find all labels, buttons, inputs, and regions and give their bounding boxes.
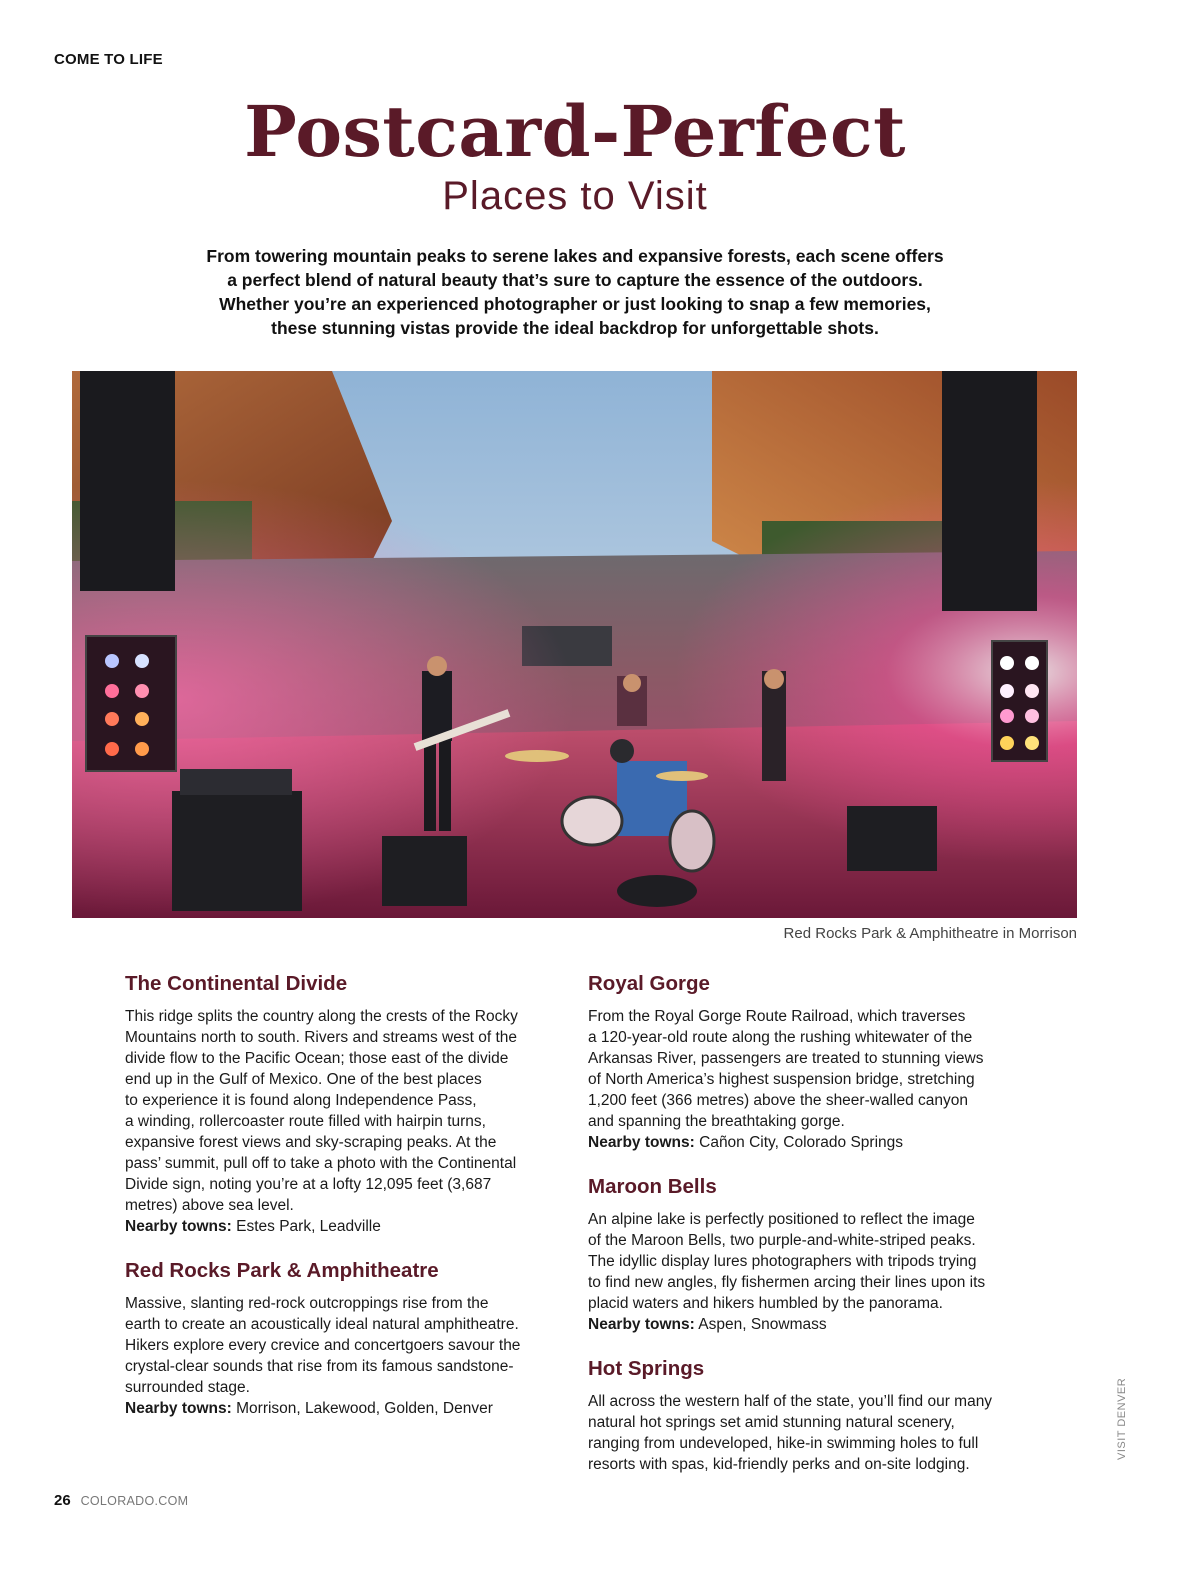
intro-line: these stunning vistas provide the ideal backdrop for unforgettable shots. xyxy=(271,318,879,338)
nearby-towns xyxy=(125,1398,565,1419)
article-body xyxy=(588,1006,1028,1132)
body-line: Massive, slanting red-rock outcroppings rise from the xyxy=(125,1295,489,1312)
body-line: surrounded stage. xyxy=(125,1379,250,1396)
article-body xyxy=(588,1209,1028,1314)
article-continental-divide xyxy=(125,970,565,1237)
body-line: Divide sign, noting you’re at a lofty 12,095 feet (3,687 xyxy=(125,1176,492,1193)
body-line: a winding, rollercoaster route filled with hairpin turns, xyxy=(125,1113,486,1130)
intro-line: a perfect blend of natural beauty that’s sure to capture the essence of the outdoors. xyxy=(227,270,923,290)
body-line: and spanning the breathtaking gorge. xyxy=(588,1113,845,1130)
body-line: Mountains north to south. Rivers and streams west of the xyxy=(125,1029,517,1046)
intro-line: Whether you’re an experienced photographer or just looking to snap a few memories, xyxy=(219,294,931,314)
nearby-label: Nearby towns: xyxy=(588,1134,695,1151)
article-hot-springs xyxy=(588,1355,1028,1475)
nearby-value: Estes Park, Leadville xyxy=(236,1218,381,1235)
nearby-value: Cañon City, Colorado Springs xyxy=(699,1134,904,1151)
article-maroon-bells xyxy=(588,1173,1028,1335)
body-line: a 120-year-old route along the rushing whitewater of the xyxy=(588,1029,973,1046)
body-line: Hikers explore every crevice and concertgoers savour the xyxy=(125,1337,521,1354)
article-royal-gorge xyxy=(588,970,1028,1153)
body-line: of North America’s highest suspension bridge, stretching xyxy=(588,1071,975,1088)
article-heading: The Continental Divide xyxy=(125,972,348,995)
body-line: Arkansas River, passengers are treated to stunning views xyxy=(588,1050,984,1067)
left-column xyxy=(125,970,565,1439)
article-heading: Maroon Bells xyxy=(588,1175,717,1198)
body-line: crystal-clear sounds that rise from its famous sandstone- xyxy=(125,1358,514,1375)
side-credit: VISIT DENVER xyxy=(1116,1377,1128,1460)
page-subtitle: Places to Visit xyxy=(442,174,708,218)
body-line: of the Maroon Bells, two purple-and-white-striped peaks. xyxy=(588,1232,976,1249)
nearby-value: Morrison, Lakewood, Golden, Denver xyxy=(236,1400,493,1417)
body-line: to find new angles, fly fishermen arcing their lines upon its xyxy=(588,1274,986,1291)
body-line: expansive forest views and sky-scraping peaks. At the xyxy=(125,1134,497,1151)
body-line: ranging from undeveloped, hike-in swimming holes to full xyxy=(588,1435,979,1452)
body-line: An alpine lake is perfectly positioned to reflect the image xyxy=(588,1211,975,1228)
body-line: to experience it is found along Independence Pass, xyxy=(125,1092,477,1109)
intro-line: From towering mountain peaks to serene lakes and expansive forests, each scene offers xyxy=(206,246,944,266)
article-body xyxy=(588,1391,1028,1475)
site-name: COLORADO.COM xyxy=(80,1494,189,1508)
nearby-towns xyxy=(588,1314,1028,1335)
right-column xyxy=(588,970,1028,1495)
article-heading: Red Rocks Park & Amphitheatre xyxy=(125,1259,439,1282)
body-line: natural hot springs set amid stunning natural scenery, xyxy=(588,1414,955,1431)
body-line: pass’ summit, pull off to take a photo with the Continental xyxy=(125,1155,517,1172)
article-body xyxy=(125,1293,565,1398)
nearby-value: Aspen, Snowmass xyxy=(698,1316,827,1333)
concert-photo xyxy=(72,371,1077,918)
page-footer xyxy=(54,1492,188,1509)
body-line: 1,200 feet (366 metres) above the sheer-walled canyon xyxy=(588,1092,968,1109)
nearby-label: Nearby towns: xyxy=(125,1218,232,1235)
body-line: The idyllic display lures photographers with tripods trying xyxy=(588,1253,977,1270)
body-line: metres) above sea level. xyxy=(125,1197,294,1214)
intro-paragraph xyxy=(160,244,990,340)
nearby-label: Nearby towns: xyxy=(588,1316,695,1333)
page-title: Postcard-Perfect xyxy=(244,90,906,173)
nearby-towns xyxy=(588,1132,1028,1153)
body-line: resorts with spas, kid-friendly perks and on-site lodging. xyxy=(588,1456,970,1473)
body-line: earth to create an acoustically ideal natural amphitheatre. xyxy=(125,1316,519,1333)
body-line: This ridge splits the country along the crests of the Rocky xyxy=(125,1008,518,1025)
article-body xyxy=(125,1006,565,1216)
section-label: COME TO LIFE xyxy=(54,51,163,68)
body-line: divide flow to the Pacific Ocean; those east of the divide xyxy=(125,1050,509,1067)
article-heading: Royal Gorge xyxy=(588,972,710,995)
page-number: 26 xyxy=(54,1492,71,1509)
article-heading: Hot Springs xyxy=(588,1357,705,1380)
photo-caption: Red Rocks Park & Amphitheatre in Morrison xyxy=(783,925,1077,942)
body-line: placid waters and hikers humbled by the panorama. xyxy=(588,1295,943,1312)
body-line: end up in the Gulf of Mexico. One of the best places xyxy=(125,1071,482,1088)
nearby-towns xyxy=(125,1216,565,1237)
body-line: All across the western half of the state, you’ll find our many xyxy=(588,1393,993,1410)
nearby-label: Nearby towns: xyxy=(125,1400,232,1417)
article-red-rocks xyxy=(125,1257,565,1419)
body-line: From the Royal Gorge Route Railroad, which traverses xyxy=(588,1008,966,1025)
